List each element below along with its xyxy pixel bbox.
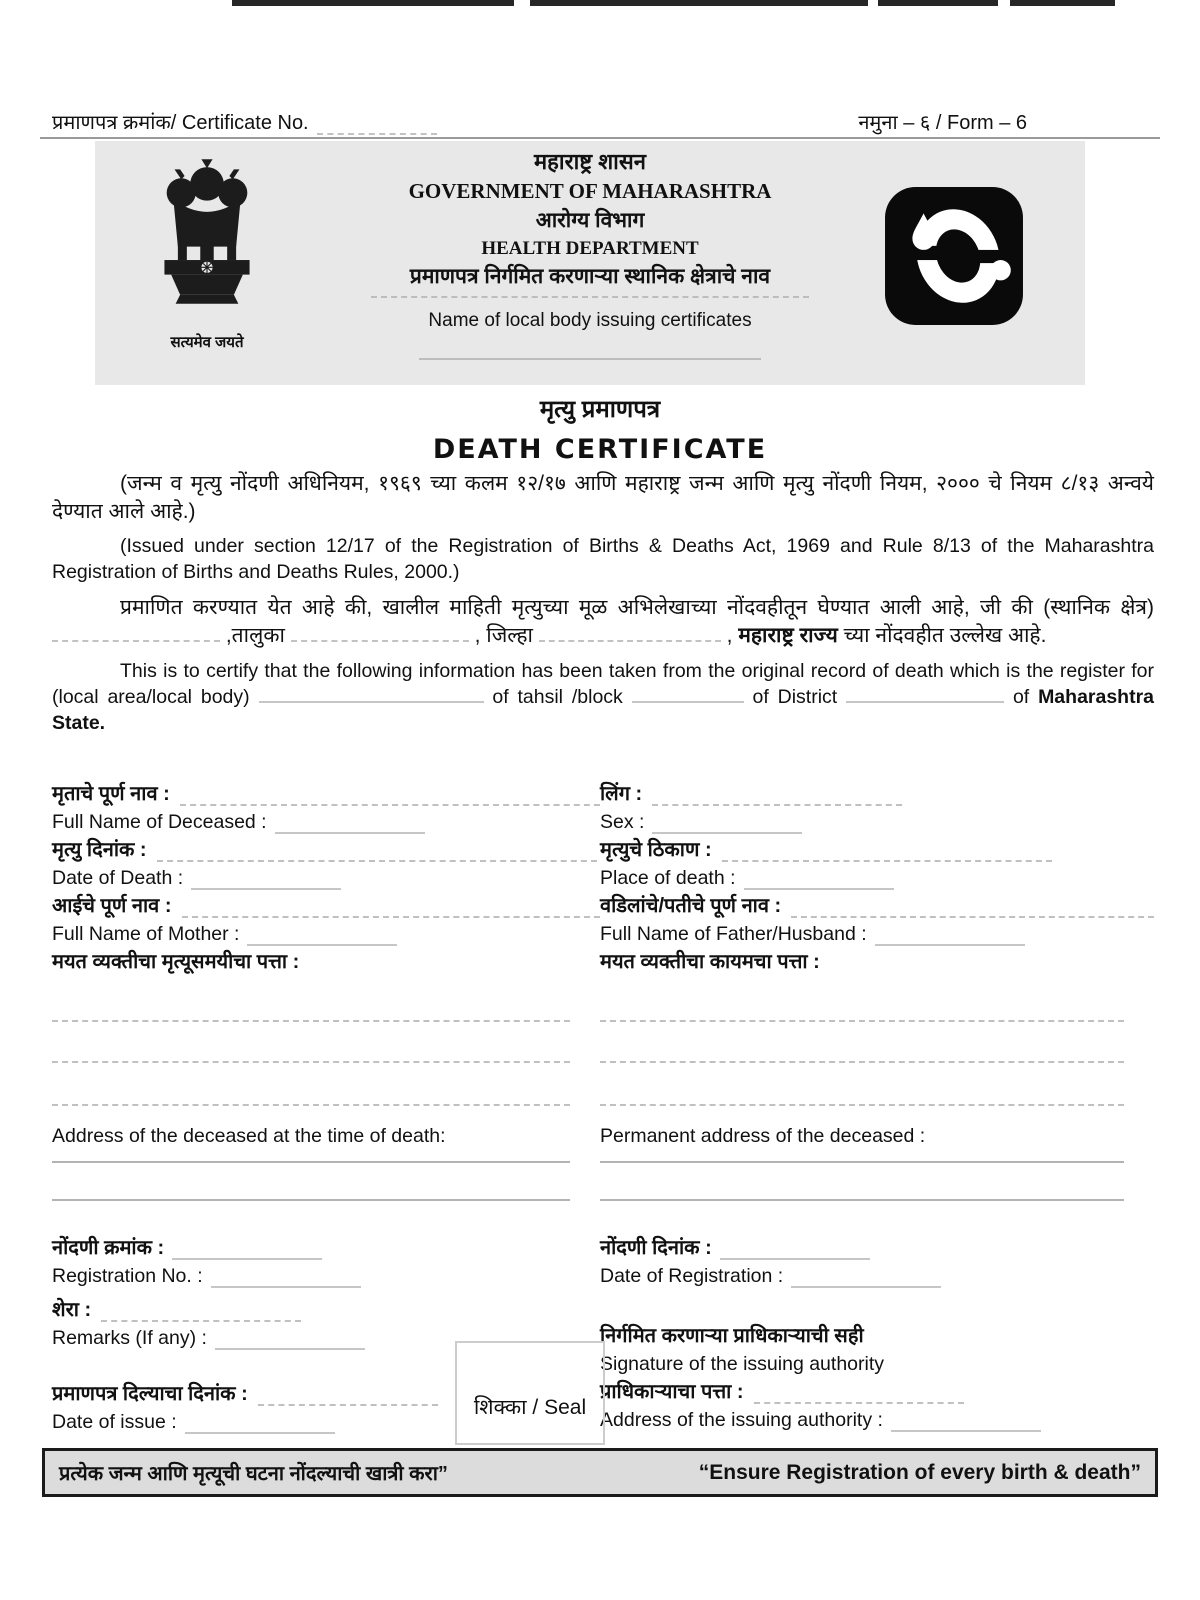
permanent-address-label-en: Permanent address of the deceased : bbox=[600, 1125, 926, 1147]
seal-label: शिक्का / Seal bbox=[473, 1396, 587, 1419]
deceased-name-label-mr: मृताचे पूर्ण नाव : bbox=[52, 783, 170, 805]
act-citation-english: (Issued under section 12/17 of the Registration of Births & Deaths Act, 1969 and Rule 8/13 of the Maharashtra Registration of Births and Deaths Rules, 2000.) bbox=[52, 535, 1154, 583]
page-crop-fragment bbox=[878, 0, 998, 6]
permanent-address-label-mr: मयत व्यक्तीचा कायमचा पत्ता : bbox=[600, 951, 820, 973]
certificate-no-label: प्रमाणपत्र क्रमांक/ Certificate No. bbox=[52, 112, 309, 134]
reg-no-blank-mr bbox=[172, 1243, 322, 1260]
local-area-blank bbox=[52, 626, 220, 642]
registration-right-column bbox=[600, 1222, 1154, 1434]
address-solid-line bbox=[600, 1159, 1124, 1163]
address-solid-line bbox=[52, 1197, 570, 1201]
department-title-marathi: आरोग्य विभाग bbox=[535, 209, 645, 232]
document-title bbox=[0, 392, 1200, 465]
taluka-blank bbox=[291, 626, 469, 642]
mother-name-label-en: Full Name of Mother : bbox=[52, 923, 240, 945]
death-place-blank bbox=[722, 845, 1052, 862]
certify-en-district: of District bbox=[752, 686, 838, 708]
top-rule bbox=[40, 137, 1160, 139]
father-name-label-mr: वडिलांचे/पतीचे पूर्ण नाव : bbox=[600, 895, 782, 917]
certificate-number-row bbox=[52, 108, 1027, 135]
deceased-name-blank-en bbox=[275, 817, 425, 834]
reg-no-blank-en bbox=[211, 1271, 361, 1288]
reg-date-label-en: Date of Registration : bbox=[600, 1265, 784, 1287]
address-at-death-label-mr: मयत व्यक्तीचा मृत्यूसमयीचा पत्ता : bbox=[52, 951, 300, 973]
form-no-label: नमुना – ६ / Form – 6 bbox=[858, 112, 1027, 134]
emblem-motto: सत्यमेव जयते bbox=[170, 334, 244, 351]
certify-mr-district: , जिल्हा bbox=[474, 624, 533, 647]
footer-slogan-marathi: प्रत्येक जन्म आणि मृत्यूची घटना नोंदल्याची खात्री करा” bbox=[59, 1463, 448, 1485]
title-marathi: मृत्यु प्रमाणपत्र bbox=[539, 396, 661, 423]
death-place-label-en: Place of death : bbox=[600, 867, 736, 889]
sex-blank bbox=[652, 789, 902, 806]
reg-date-blank-mr bbox=[720, 1243, 870, 1260]
remarks-label-en: Remarks (If any) : bbox=[52, 1327, 207, 1349]
certify-en-tahsil: of tahsil /block bbox=[492, 686, 623, 708]
certify-en-state: Maharashtra State. bbox=[52, 686, 1155, 734]
mother-name-blank bbox=[182, 901, 600, 918]
certify-mr-comma: , bbox=[726, 624, 733, 647]
father-name-blank bbox=[791, 901, 1154, 918]
local-body-blank-solid bbox=[419, 356, 761, 360]
authority-address-label-mr: प्राधिकाऱ्याचा पत्ता : bbox=[600, 1381, 744, 1403]
deceased-name-blank bbox=[180, 789, 600, 806]
health-department-logo-icon bbox=[883, 185, 1025, 327]
signature-authority-label-en: Signature of the issuing authority bbox=[600, 1353, 885, 1375]
death-place-label-mr: मृत्युचे ठिकाण : bbox=[600, 839, 712, 861]
issue-date-label-en: Date of issue : bbox=[52, 1411, 177, 1433]
certify-en-part1: This is to certify that the following information has been taken from the original record of death which is the register for (local area/local body) bbox=[52, 660, 1154, 708]
issue-date-blank-en bbox=[185, 1417, 335, 1434]
certify-mr-taluka: ,तालुका bbox=[225, 624, 285, 647]
address-solid-line bbox=[600, 1197, 1124, 1201]
district-en-blank bbox=[846, 687, 1004, 703]
address-dash-line bbox=[52, 1059, 570, 1063]
footer-slogan-bar bbox=[42, 1448, 1158, 1497]
sex-label-en: Sex : bbox=[600, 811, 645, 833]
address-dash-line bbox=[600, 1102, 1124, 1106]
deceased-name-label-en: Full Name of Deceased : bbox=[52, 811, 267, 833]
page-crop-fragment bbox=[232, 0, 514, 6]
footer-slogan-english: “Ensure Registration of every birth & death” bbox=[698, 1460, 1141, 1484]
sex-blank-en bbox=[652, 817, 802, 834]
authority-address-label-en: Address of the issuing authority : bbox=[600, 1409, 883, 1431]
seal-box bbox=[455, 1341, 605, 1445]
intro-paragraphs bbox=[52, 470, 1154, 736]
government-title-marathi: महाराष्ट्र शासन bbox=[534, 149, 646, 174]
local-body-label-marathi: प्रमाणपत्र निर्गमित करणाऱ्या स्थानिक क्षेत्राचे नाव bbox=[409, 265, 771, 288]
reg-no-label-en: Registration No. : bbox=[52, 1265, 203, 1287]
particulars-grid bbox=[52, 778, 1154, 1201]
father-name-label-en: Full Name of Father/Husband : bbox=[600, 923, 867, 945]
ashoka-lion-capital-icon bbox=[151, 157, 263, 325]
certify-statement-english bbox=[52, 658, 1154, 736]
page-crop-fragment bbox=[1010, 0, 1115, 6]
address-dash-line bbox=[600, 1018, 1124, 1022]
local-body-blank-dashed bbox=[371, 294, 809, 298]
certify-mr-end: च्या नोंदवहीत उल्लेख आहे. bbox=[843, 624, 1047, 647]
death-date-label-mr: मृत्यु दिनांक : bbox=[52, 839, 147, 861]
department-title-english: HEALTH DEPARTMENT bbox=[481, 238, 699, 259]
district-blank bbox=[539, 626, 721, 642]
address-solid-line bbox=[52, 1159, 570, 1163]
particulars-left-column bbox=[52, 778, 600, 1201]
certify-mr-state: महाराष्ट्र राज्य bbox=[738, 624, 838, 647]
remarks-blank-mr bbox=[101, 1305, 301, 1322]
local-body-label-english: Name of local body issuing certificates bbox=[428, 310, 752, 331]
address-dash-line bbox=[52, 1102, 570, 1106]
national-emblem bbox=[147, 157, 267, 352]
header-titles bbox=[323, 147, 857, 360]
reg-date-label-mr: नोंदणी दिनांक : bbox=[600, 1237, 712, 1259]
authority-address-blank-en bbox=[891, 1415, 1041, 1432]
certify-en-of: of bbox=[1012, 686, 1030, 708]
title-english: DEATH CERTIFICATE bbox=[432, 434, 768, 465]
act-citation-marathi: (जन्म व मृत्यु नोंदणी अधिनियम, १९६९ च्या कलम १२/१७ आणि महाराष्ट्र जन्म आणि मृत्यु नोंदणी नियम, २००० चे नियम ८/१३ अन्वये देण्यात आले आहे.) bbox=[52, 472, 1154, 523]
mother-name-blank-en bbox=[247, 929, 397, 946]
issue-date-label-mr: प्रमाणपत्र दिल्याचा दिनांक : bbox=[52, 1383, 248, 1405]
remarks-label-mr: शेरा : bbox=[52, 1299, 92, 1321]
remarks-blank-en bbox=[215, 1333, 365, 1350]
address-at-death-label-en: Address of the deceased at the time of death: bbox=[52, 1125, 446, 1147]
mother-name-label-mr: आईचे पूर्ण नाव : bbox=[52, 895, 172, 917]
certify-statement-marathi bbox=[52, 594, 1154, 650]
reg-date-blank-en bbox=[791, 1271, 941, 1288]
sex-label-mr: लिंग : bbox=[600, 783, 643, 805]
page-crop-fragment bbox=[530, 0, 868, 6]
address-dash-line bbox=[52, 1018, 570, 1022]
particulars-right-column bbox=[600, 778, 1154, 1201]
reg-no-label-mr: नोंदणी क्रमांक : bbox=[52, 1237, 165, 1259]
death-date-blank bbox=[157, 845, 597, 862]
father-name-blank-en bbox=[875, 929, 1025, 946]
tahsil-blank bbox=[632, 687, 744, 703]
death-date-blank-en bbox=[191, 873, 341, 890]
local-body-en-blank bbox=[259, 687, 484, 703]
death-date-label-en: Date of Death : bbox=[52, 867, 184, 889]
death-place-blank-en bbox=[744, 873, 894, 890]
certify-mr-part1: प्रमाणित करण्यात येत आहे की, खालील माहिती मृत्युच्या मूळ अभिलेखाच्या नोंदवहीतून घेण्यात आली आहे, जी की (स्थानिक क्षेत्र) bbox=[120, 596, 1154, 619]
government-title-english: GOVERNMENT OF MAHARASHTRA bbox=[408, 179, 772, 203]
signature-authority-label-mr: निर्गमित करणाऱ्या प्राधिकाऱ्याची सही bbox=[600, 1325, 864, 1347]
authority-address-blank-mr bbox=[754, 1387, 964, 1404]
issue-date-blank-mr bbox=[258, 1389, 438, 1406]
government-header bbox=[95, 141, 1085, 385]
address-dash-line bbox=[600, 1059, 1124, 1063]
certificate-no-blank bbox=[317, 119, 437, 135]
